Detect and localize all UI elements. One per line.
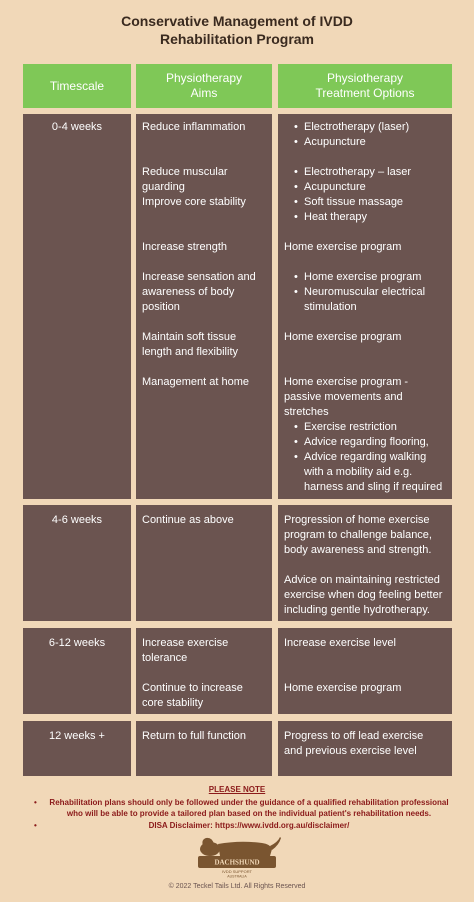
timescale-label: 6-12 weeks xyxy=(48,637,106,649)
bullet-list xyxy=(292,120,444,150)
list-item: • Acupuncture xyxy=(304,180,444,195)
option-text: Home exercise program - passive movements and stretches xyxy=(284,376,409,418)
row-0-4-timescale xyxy=(23,114,131,499)
title-line-1: Conservative Management of IVDD xyxy=(121,13,353,29)
option-text: Progress to off lead exercise and previous exercise level xyxy=(284,730,424,757)
note-item: • Rehabilitation plans should only be followed under the guidance of a qualified rehabilitation professional who will be able to provide a tailored plan based on the individual patient's rehabilitation needs. xyxy=(34,797,454,819)
row-6-12-aims xyxy=(136,628,272,714)
list-item: • Electrotherapy – laser xyxy=(304,165,444,180)
aim-item: Improve core stability xyxy=(142,196,246,208)
row-12-plus-options xyxy=(278,721,452,776)
title-line-2: Rehabilitation Program xyxy=(159,31,315,47)
option-text: Advice on maintaining restricted exercise when dog feeling better including gentle hydrotherapy. xyxy=(284,574,443,616)
row-4-6-timescale xyxy=(23,505,131,621)
logo-country: AUSTRALIA xyxy=(227,874,247,878)
timescale-label: 12 weeks + xyxy=(49,730,105,742)
aim-item: Return to full function xyxy=(142,730,246,742)
aim-item: Continue as above xyxy=(142,514,234,526)
option-text: Home exercise program xyxy=(284,241,402,253)
aim-item: Reduce muscular guarding xyxy=(142,166,228,193)
list-item: • Heat therapy xyxy=(304,210,444,225)
header-options xyxy=(278,64,452,108)
row-12-plus-aims xyxy=(136,721,272,776)
list-item: • Home exercise program xyxy=(304,270,444,285)
aim-item: Increase strength xyxy=(142,241,227,253)
header-timescale xyxy=(23,64,131,108)
dachshund-logo xyxy=(190,834,284,878)
logo-text: DACHSHUND xyxy=(214,858,260,867)
list-item: • Advice regarding walking with a mobility aid e.g. harness and sling if required xyxy=(304,450,444,495)
row-12-plus-timescale xyxy=(23,721,131,776)
row-6-12-options xyxy=(278,628,452,714)
note-title: PLEASE NOTE xyxy=(208,785,266,794)
list-item: • Soft tissue massage xyxy=(304,195,444,210)
list-item: • Exercise restriction xyxy=(304,420,444,435)
logo-subtext: IVDD SUPPORT xyxy=(222,869,252,874)
footer-copyright: © 2022 Teckel Tails Ltd. All Rights Reserved xyxy=(168,883,306,890)
option-text: Increase exercise level xyxy=(284,637,396,649)
list-item: • Acupuncture xyxy=(304,135,444,150)
aim-item: Continue to increase core stability xyxy=(142,682,243,709)
row-0-4-options xyxy=(278,114,452,499)
row-4-6-options xyxy=(278,505,452,621)
option-text: Home exercise program xyxy=(284,331,402,343)
note-item[interactable]: • DISA Disclaimer: https://www.ivdd.org.au/disclaimer/ xyxy=(34,820,454,831)
list-item: • Electrotherapy (laser) xyxy=(304,120,444,135)
timescale-label: 0-4 weeks xyxy=(51,121,103,133)
list-item: • Neuromuscular electrical stimulation xyxy=(304,285,444,315)
row-4-6-aims xyxy=(136,505,272,621)
bullet-list xyxy=(292,270,444,315)
page-title xyxy=(0,12,474,48)
bullet-list xyxy=(292,420,444,495)
note-list xyxy=(34,797,454,831)
header-aims-label: Physiotherapy Aims xyxy=(165,71,243,100)
aim-item: Increase exercise tolerance xyxy=(142,637,229,664)
aim-item: Maintain soft tissue length and flexibility xyxy=(142,331,239,358)
bullet-list xyxy=(292,165,444,225)
header-timescale-label: Timescale xyxy=(49,78,105,93)
list-item: • Advice regarding flooring, xyxy=(304,435,444,450)
aim-item: Management at home xyxy=(142,376,250,388)
row-6-12-timescale xyxy=(23,628,131,714)
header-options-label: Physiotherapy Treatment Options xyxy=(315,71,415,100)
aim-item: Reduce inflammation xyxy=(142,121,246,133)
option-text: Home exercise program xyxy=(284,682,402,694)
aim-item: Increase sensation and awareness of body position xyxy=(142,271,256,313)
row-0-4-aims xyxy=(136,114,272,499)
header-aims xyxy=(136,64,272,108)
option-text: Progression of home exercise program to challenge balance, body awareness and strength. xyxy=(284,514,432,556)
timescale-label: 4-6 weeks xyxy=(51,514,103,526)
